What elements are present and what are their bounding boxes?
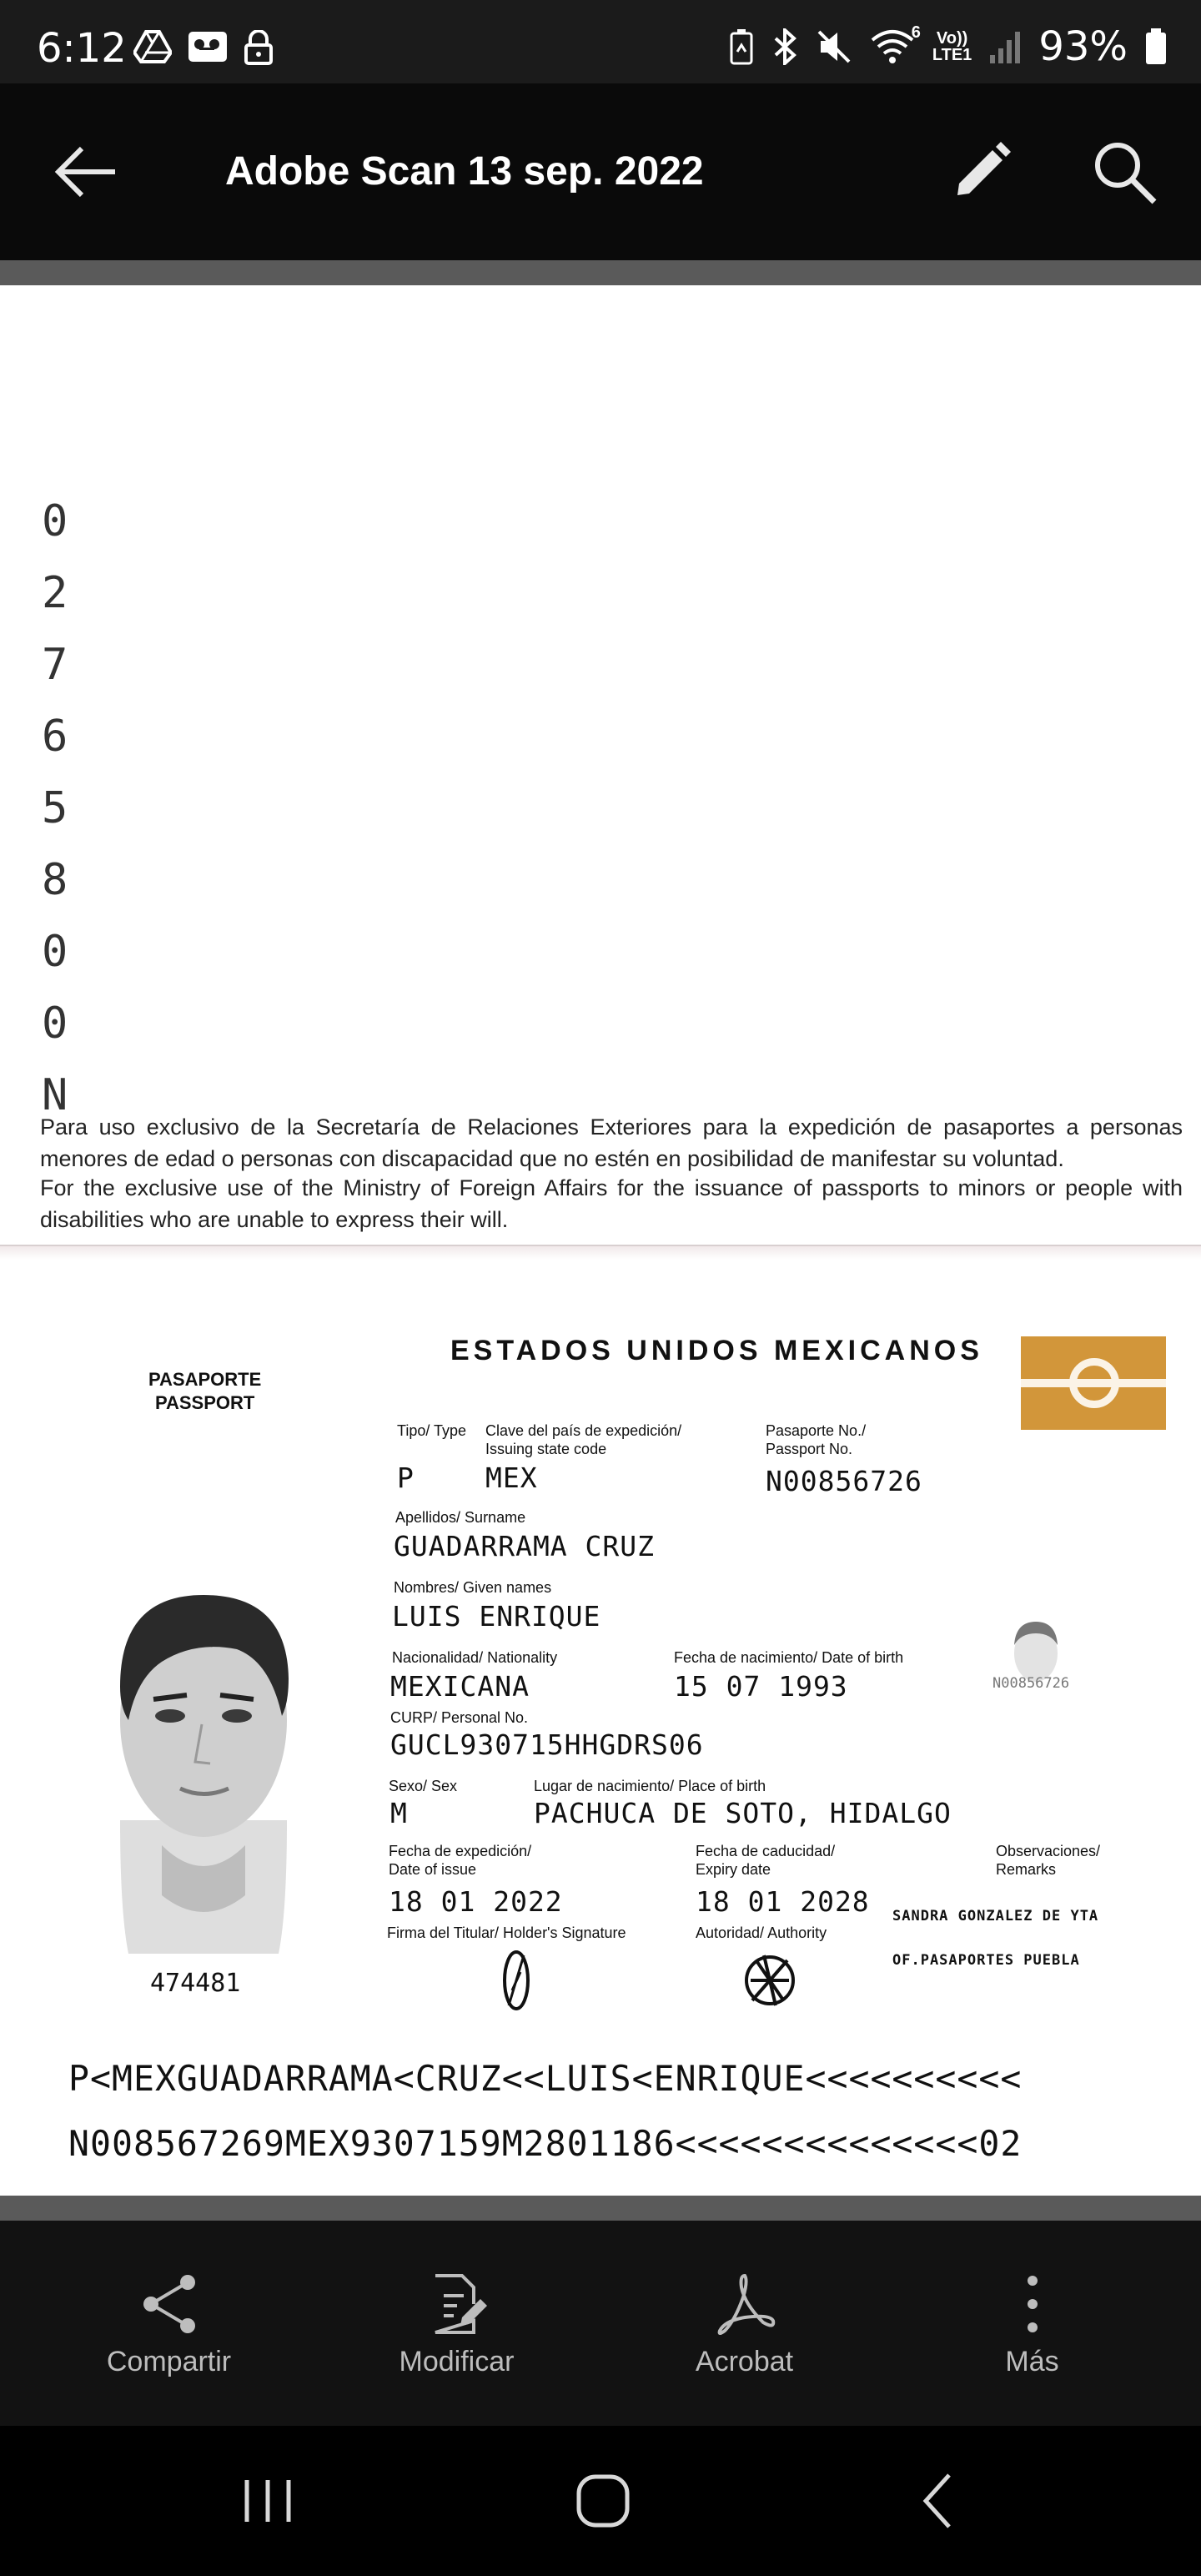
authority-signature-icon bbox=[741, 1947, 799, 2014]
doc-label-es: PASAPORTE bbox=[148, 1369, 262, 1390]
passport-doc-label bbox=[148, 1368, 261, 1415]
sex-label: Sexo/ Sex bbox=[389, 1778, 458, 1794]
modify-label: Modificar bbox=[399, 2346, 515, 2377]
perforated-digit: 5 bbox=[42, 783, 65, 833]
passport-no-label: Pasaporte No./ Passport No. bbox=[766, 1422, 867, 1457]
hologram-emblem-icon bbox=[1021, 1336, 1166, 1430]
passport-no-value: N00856726 bbox=[766, 1465, 922, 1497]
mute-icon bbox=[816, 28, 852, 65]
curp-label: CURP/ Personal No. bbox=[390, 1709, 529, 1726]
drive-icon bbox=[133, 30, 172, 63]
recent-apps-icon[interactable] bbox=[230, 2463, 305, 2538]
holder-signature-icon bbox=[495, 1947, 537, 2014]
signal-icon bbox=[988, 28, 1022, 65]
perforated-digit: N bbox=[42, 1070, 65, 1120]
acrobat-label: Acrobat bbox=[695, 2346, 794, 2377]
voicemail-icon bbox=[187, 30, 229, 63]
given-names-value: LUIS ENRIQUE bbox=[392, 1600, 601, 1633]
type-label: Tipo/ Type bbox=[397, 1422, 467, 1439]
battery-percent: 93% bbox=[1038, 23, 1128, 70]
volte-label: Vo)) bbox=[936, 29, 968, 48]
bluetooth-icon bbox=[771, 28, 799, 65]
acrobat-button[interactable] bbox=[600, 2221, 888, 2426]
issue-date-value: 18 01 2022 bbox=[389, 1885, 563, 1918]
place-of-birth-label: Lugar de nacimiento/ Place of birth bbox=[534, 1778, 766, 1794]
status-notification-icons bbox=[133, 30, 274, 65]
surname-label: Apellidos/ Surname bbox=[395, 1509, 526, 1526]
issue-date-label: Fecha de expedición/ Date of issue bbox=[389, 1843, 532, 1878]
ghost-passport-number: N00856726 bbox=[992, 1675, 1070, 1692]
perforated-digit: 0 bbox=[42, 496, 65, 546]
dob-value: 15 07 1993 bbox=[674, 1670, 848, 1703]
wifi-icon bbox=[869, 28, 916, 65]
given-names-label: Nombres/ Given names bbox=[394, 1579, 552, 1596]
doc-label-en: PASSPORT bbox=[154, 1392, 255, 1413]
signature-label: Firma del Titular/ Holder's Signature bbox=[387, 1924, 626, 1941]
search-button[interactable] bbox=[1084, 132, 1164, 212]
perforated-digit: 2 bbox=[42, 568, 65, 618]
share-label: Compartir bbox=[106, 2346, 232, 2377]
dob-label: Fecha de nacimiento/ Date of birth bbox=[674, 1649, 904, 1666]
lock-icon bbox=[244, 30, 274, 65]
issuing-state-label: Clave del país de expedición/ Issuing state code bbox=[485, 1422, 682, 1457]
type-value: P bbox=[397, 1462, 415, 1494]
lte-label: LTE1 bbox=[932, 46, 972, 64]
acrobat-icon bbox=[711, 2271, 778, 2337]
legal-notice-en: For the exclusive use of the Ministry of Foreign Affairs for the issuance of passports to minors or people with disabilities who are unable to express their will. bbox=[40, 1175, 1183, 1232]
nationality-label: Nacionalidad/ Nationality bbox=[392, 1649, 558, 1666]
expiry-date-value: 18 01 2028 bbox=[696, 1885, 870, 1918]
holder-photo bbox=[103, 1570, 304, 1954]
perforated-digit: 6 bbox=[42, 712, 65, 762]
wifi-badge: 6 bbox=[911, 23, 921, 42]
battery-icon bbox=[1144, 28, 1168, 66]
expiry-date-label: Fecha de caducidad/ Expiry date bbox=[696, 1843, 836, 1878]
edit-document-icon bbox=[424, 2271, 490, 2337]
search-icon bbox=[1084, 132, 1164, 212]
place-of-birth-value: PACHUCA DE SOTO, HIDALGO bbox=[534, 1797, 952, 1829]
passport-country: ESTADOS UNIDOS MEXICANOS bbox=[450, 1335, 983, 1366]
surname-value: GUADARRAMA CRUZ bbox=[394, 1530, 656, 1562]
perforated-number bbox=[42, 486, 95, 1131]
authority-label: Autoridad/ Authority bbox=[696, 1924, 827, 1941]
authority-office: OF.PASAPORTES PUEBLA bbox=[892, 1952, 1080, 1969]
share-button[interactable] bbox=[25, 2221, 313, 2426]
back-button[interactable] bbox=[47, 132, 127, 212]
navigation-bar bbox=[0, 2426, 1201, 2576]
page-fold bbox=[0, 1245, 1201, 1260]
more-label: Más bbox=[1005, 2346, 1059, 2377]
back-icon[interactable] bbox=[902, 2463, 977, 2538]
mrz-line-1: P<MEXGUADARRAMA<CRUZ<<LUIS<ENRIQUE<<<<<<<<<< bbox=[68, 2058, 1023, 2099]
document-viewer[interactable] bbox=[0, 260, 1201, 2221]
perforated-digit: 0 bbox=[42, 999, 65, 1049]
perforated-digit: 8 bbox=[42, 855, 65, 905]
sex-value: M bbox=[390, 1797, 408, 1829]
perforated-digit: 7 bbox=[42, 640, 65, 690]
curp-value: GUCL930715HHGDRS06 bbox=[390, 1728, 704, 1761]
bottom-toolbar bbox=[0, 2221, 1201, 2426]
network-type bbox=[932, 30, 972, 63]
photo-number: 474481 bbox=[150, 1969, 241, 1998]
status-system-icons bbox=[729, 23, 1168, 70]
remarks-label: Observaciones/ Remarks bbox=[996, 1843, 1101, 1878]
legal-notice-es: Para uso exclusivo de la Secretaría de Relaciones Exteriores para la expedición de pasaportes a personas menores de edad o personas con discapacidad que no estén en posibilidad de manifestar su voluntad. bbox=[40, 1114, 1183, 1171]
edit-button[interactable] bbox=[941, 132, 1021, 212]
more-button[interactable] bbox=[888, 2221, 1176, 2426]
status-time: 6:12 bbox=[37, 25, 127, 72]
pencil-icon bbox=[941, 132, 1021, 212]
passport-data-page bbox=[0, 1261, 1201, 2196]
share-icon bbox=[136, 2271, 203, 2337]
document-title: Adobe Scan 13 sep. 2022 bbox=[225, 149, 704, 194]
scanned-page[interactable] bbox=[0, 285, 1201, 2196]
modify-button[interactable] bbox=[313, 2221, 600, 2426]
authority-name: SANDRA GONZALEZ DE YTA bbox=[892, 1908, 1099, 1924]
mrz-line-2: N008567269MEX9307159M2801186<<<<<<<<<<<<<<02 bbox=[68, 2123, 1023, 2164]
status-bar bbox=[0, 0, 1201, 83]
arrow-left-icon bbox=[47, 132, 127, 212]
nationality-value: MEXICANA bbox=[390, 1670, 530, 1703]
perforated-digit: 0 bbox=[42, 927, 65, 977]
battery-saver-icon bbox=[729, 28, 754, 65]
issuing-state-value: MEX bbox=[485, 1462, 538, 1494]
home-icon[interactable] bbox=[565, 2463, 641, 2538]
app-bar bbox=[0, 83, 1201, 260]
more-vertical-icon bbox=[999, 2271, 1066, 2337]
wifi-indicator bbox=[869, 23, 921, 65]
